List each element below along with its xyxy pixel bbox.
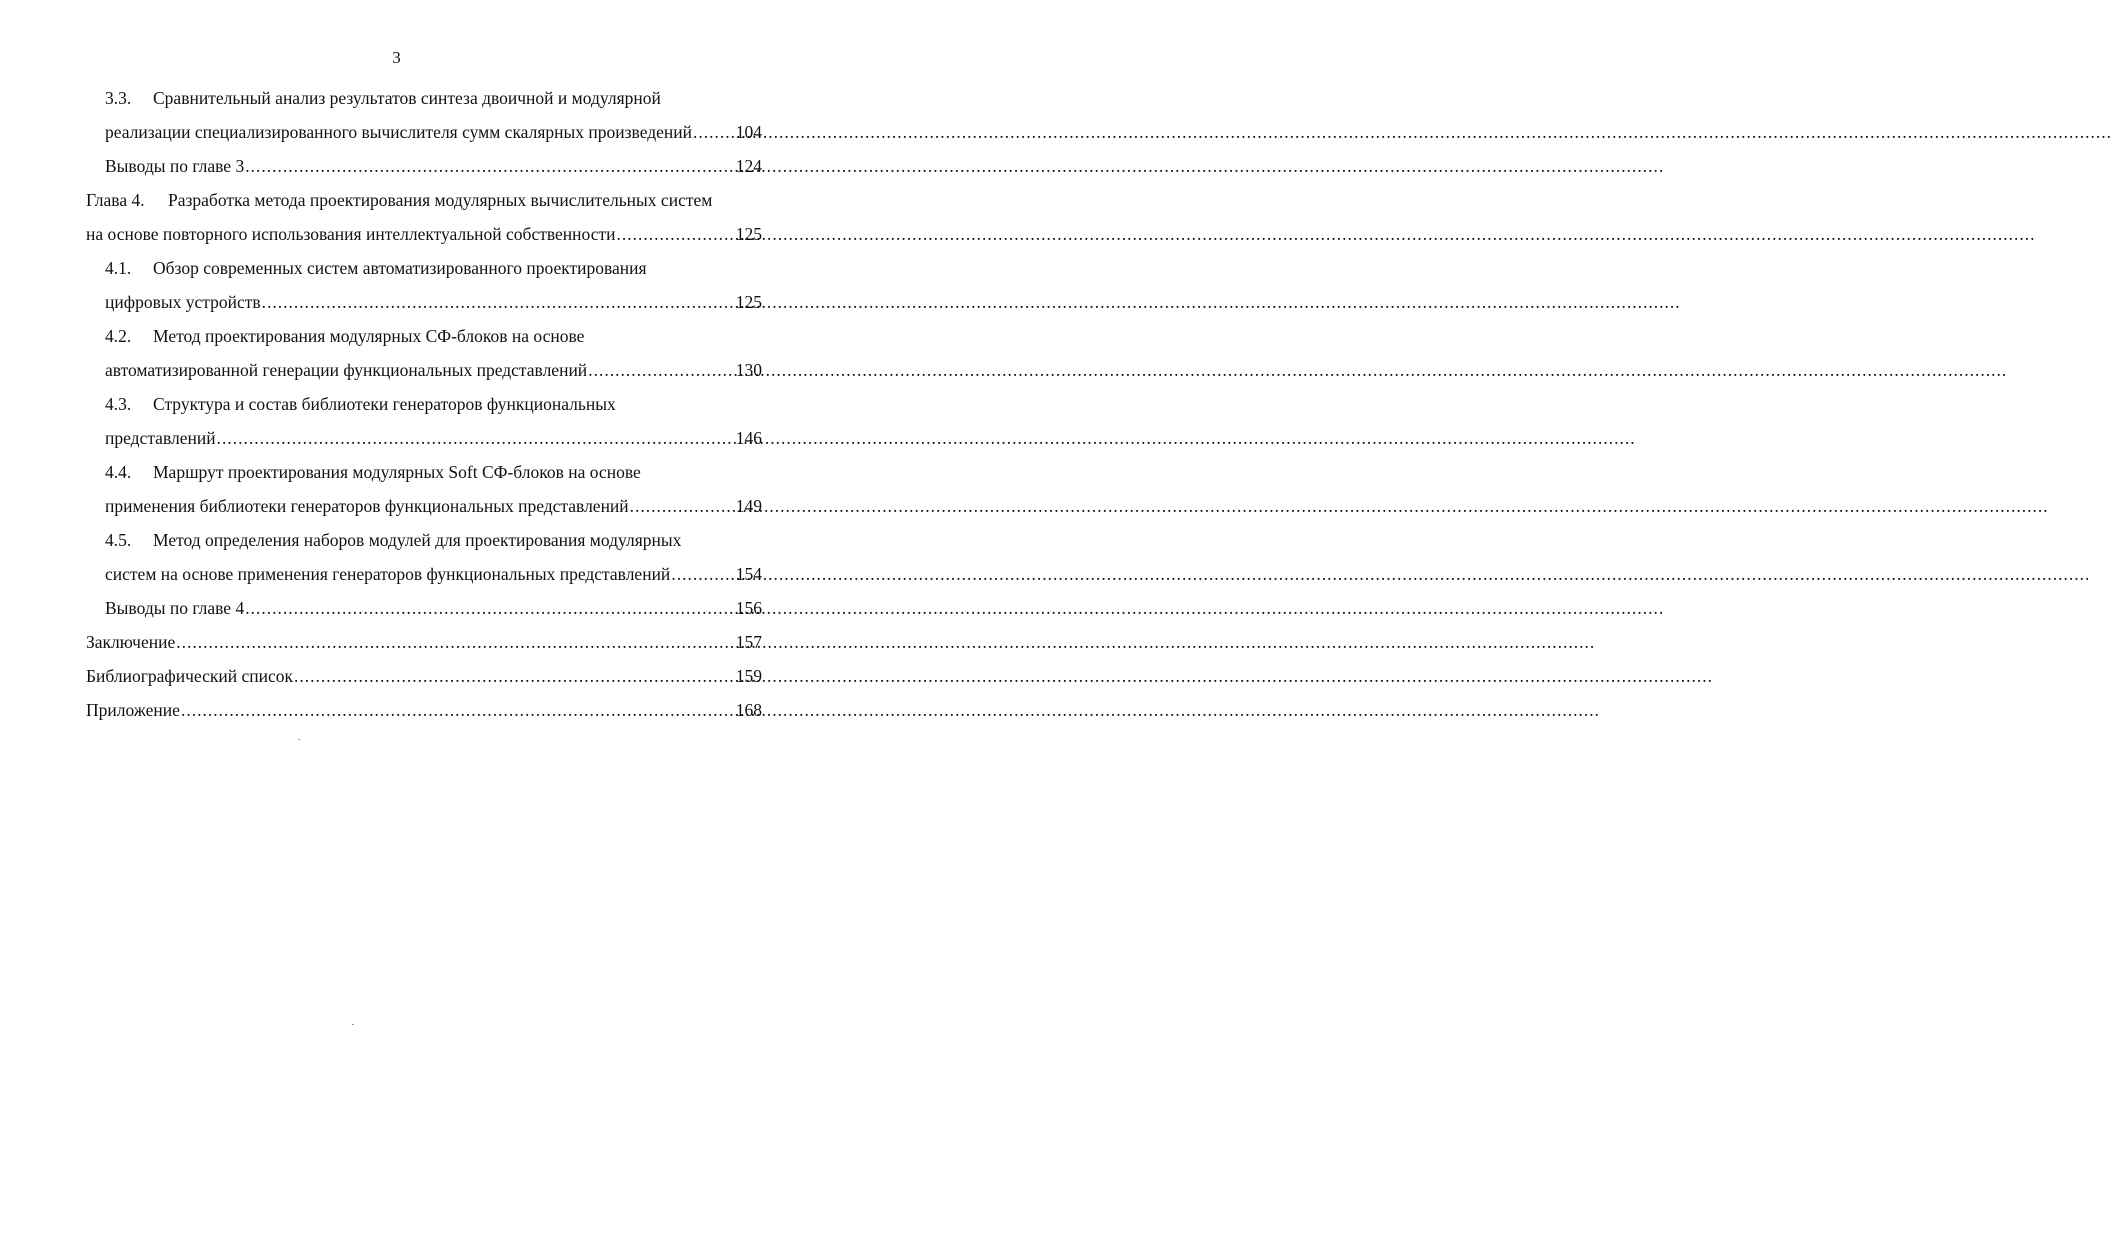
toc-entry-title: Обзор современных систем автоматизированного проектирования [153, 258, 647, 278]
toc-entry-number: 4.2. [105, 326, 132, 346]
dot-leader [245, 594, 735, 622]
toc-entry-page: 168 [735, 700, 762, 720]
toc-entry-number: 3.3. [105, 88, 132, 108]
toc-entry-title-cont: реализации специализированного вычислителя сумм скалярных произведений [105, 122, 692, 142]
toc-entry-title: Структура и состав библиотеки генераторов функциональных [153, 394, 616, 414]
toc-entry-title: Выводы по главе 4 [105, 598, 245, 618]
toc-entry-page: 125 [735, 224, 762, 244]
dot-leader [617, 220, 735, 248]
dot-leader [588, 356, 735, 384]
toc-entry-3-3-line1 [86, 84, 762, 118]
toc-entry-appendix [86, 696, 762, 730]
toc-entry-number: 4.4. [105, 462, 132, 482]
toc-entry-page: 149 [735, 496, 762, 516]
toc-entry-page: 154 [735, 564, 762, 584]
toc-entry-title: Сравнительный анализ результатов синтеза двоичной и модулярной [153, 88, 661, 108]
toc-entry-page: 104 [735, 122, 762, 142]
toc-chapter-number: Глава 4. [86, 190, 145, 210]
toc-entry-title: Метод проектирования модулярных СФ-блоков на основе [153, 326, 585, 346]
toc-entry-conclusions-3 [86, 152, 762, 186]
dot-leader [181, 696, 735, 724]
toc-entry-bibliography [86, 662, 762, 696]
dot-leader [176, 628, 735, 656]
toc-entry-4-1-line1 [86, 254, 762, 288]
toc-entry-4-3-line1 [86, 390, 762, 424]
toc-chapter-4-line1 [86, 186, 762, 220]
toc-entry-title-cont: систем на основе применения генераторов функциональных представлений [105, 564, 671, 584]
toc-entry-title: Библиографический список [86, 666, 294, 686]
toc-entry-page: 130 [735, 360, 762, 380]
toc-entry-page: 146 [735, 428, 762, 448]
toc-entry-3-3-line2 [86, 118, 762, 152]
toc-entry-4-5-line1 [86, 526, 762, 560]
toc-chapter-title: Разработка метода проектирования модулярных вычислительных систем [168, 190, 713, 210]
toc-entry-page: 156 [735, 598, 762, 618]
toc-entry-4-4-line2 [86, 492, 762, 526]
toc-chapter-4-line2 [86, 220, 762, 254]
toc-entry-page: 159 [735, 666, 762, 686]
dot-leader [693, 118, 735, 146]
toc-entry-4-1-line2 [86, 288, 762, 322]
toc-entry-number: 4.5. [105, 530, 132, 550]
toc-entry-title-cont: автоматизированной генерации функциональных представлений [105, 360, 588, 380]
toc-entry-conclusion [86, 628, 762, 662]
dot-leader [245, 152, 735, 180]
dot-leader [671, 560, 734, 588]
toc-entry-4-3-line2 [86, 424, 762, 458]
toc-entry-page: 124 [735, 156, 762, 176]
toc-entry-number: 4.3. [105, 394, 132, 414]
scan-speck [352, 1024, 354, 1025]
dot-leader [630, 492, 735, 520]
toc-chapter-title-cont: на основе повторного использования интеллектуальной собственности [86, 224, 616, 244]
toc-entry-title: Выводы по главе 3 [105, 156, 245, 176]
toc-entry-title-cont: представлений [105, 428, 216, 448]
page-number: 3 [392, 48, 401, 67]
toc-entry-page: 157 [735, 632, 762, 652]
toc-entry-title: Приложение [86, 700, 180, 720]
toc-entry-page: 125 [735, 292, 762, 312]
toc-entry-title: Маршрут проектирования модулярных Soft СФ-блоков на основе [153, 462, 641, 482]
dot-leader [294, 662, 735, 690]
toc-entry-title-cont: применения библиотеки генераторов функциональных представлений [105, 496, 629, 516]
toc-entry-4-5-line2 [86, 560, 762, 594]
toc-entry-conclusions-4 [86, 594, 762, 628]
scan-speck [298, 739, 300, 740]
dot-leader [217, 424, 735, 452]
table-of-contents [86, 84, 762, 730]
toc-entry-4-2-line2 [86, 356, 762, 390]
toc-entry-title: Заключение [86, 632, 176, 652]
toc-entry-title: Метод определения наборов модулей для проектирования модулярных [153, 530, 682, 550]
toc-entry-4-2-line1 [86, 322, 762, 356]
dot-leader [262, 288, 735, 316]
toc-entry-number: 4.1. [105, 258, 132, 278]
toc-entry-4-4-line1 [86, 458, 762, 492]
toc-entry-title-cont: цифровых устройств [105, 292, 261, 312]
